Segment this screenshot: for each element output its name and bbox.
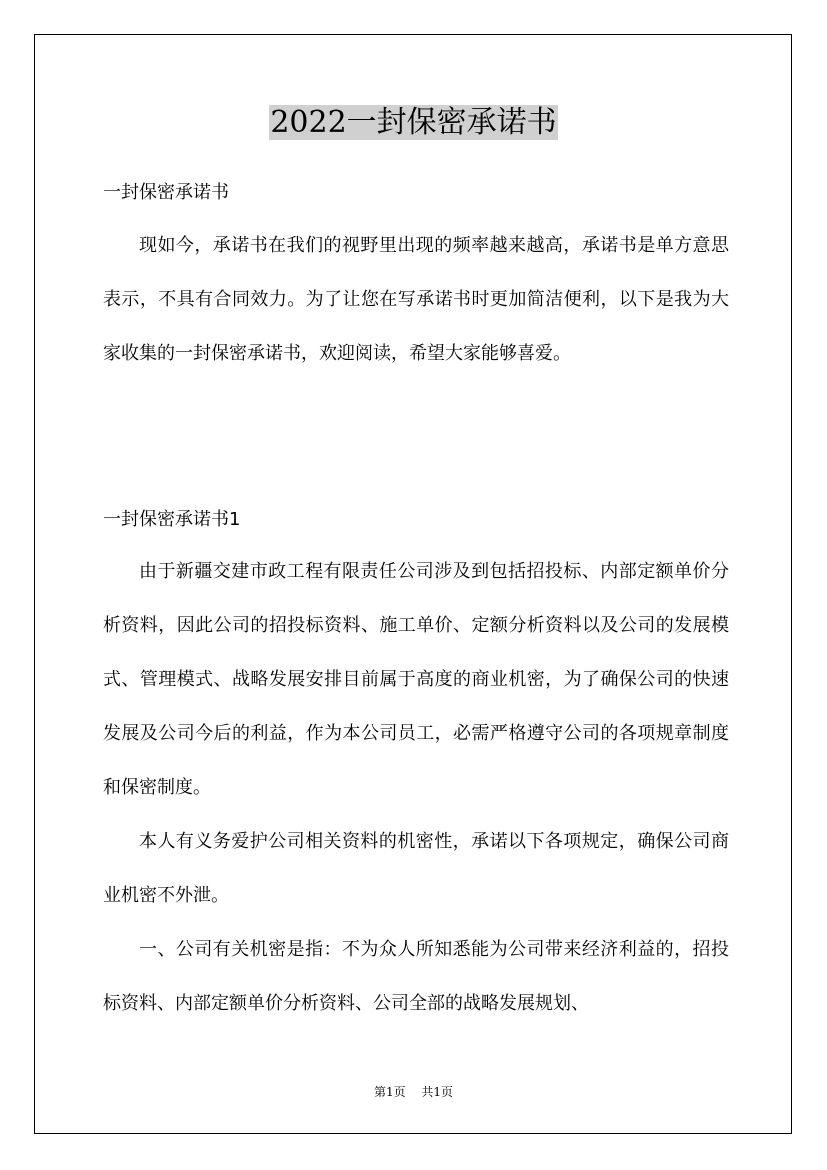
section-heading: 一封保密承诺书 bbox=[103, 182, 229, 203]
body-paragraph-2: 本人有义务爱护公司相关资料的机密性，承诺以下各项规定，确保公司商业机密不外泄。 bbox=[103, 831, 729, 906]
page-number: 第1页 bbox=[373, 1085, 406, 1099]
body-paragraph-3: 一、公司有关机密是指：不为众人所知悉能为公司带来经济利益的，招投标资料、内部定额单价分析资料、公司全部的战略发展规划、 bbox=[103, 939, 729, 1014]
document-title-text: 2022一封保密承诺书 bbox=[270, 105, 557, 140]
section-heading-1: 一封保密承诺书1 bbox=[103, 509, 241, 530]
document-title bbox=[0, 103, 827, 143]
page-footer bbox=[0, 1083, 827, 1100]
page-total: 共1页 bbox=[421, 1085, 454, 1099]
body-paragraph-1: 由于新疆交建市政工程有限责任公司涉及到包括招投标、内部定额单价分析资料，因此公司的招投标资料、施工单价、定额分析资料以及公司的发展模式、管理模式、战略发展安排目前属于高度的商业机密，为了确保公司的快速发展及公司今后的利益，作为本公司员工，必需严格遵守公司的各项规章制度和保密制度。 bbox=[103, 561, 729, 798]
intro-paragraph: 现如今，承诺书在我们的视野里出现的频率越来越高，承诺书是单方意思表示，不具有合同效力。为了让您在写承诺书时更加简洁便利，以下是我为大家收集的一封保密承诺书，欢迎阅读，希望大家能够喜爱。 bbox=[103, 235, 729, 364]
